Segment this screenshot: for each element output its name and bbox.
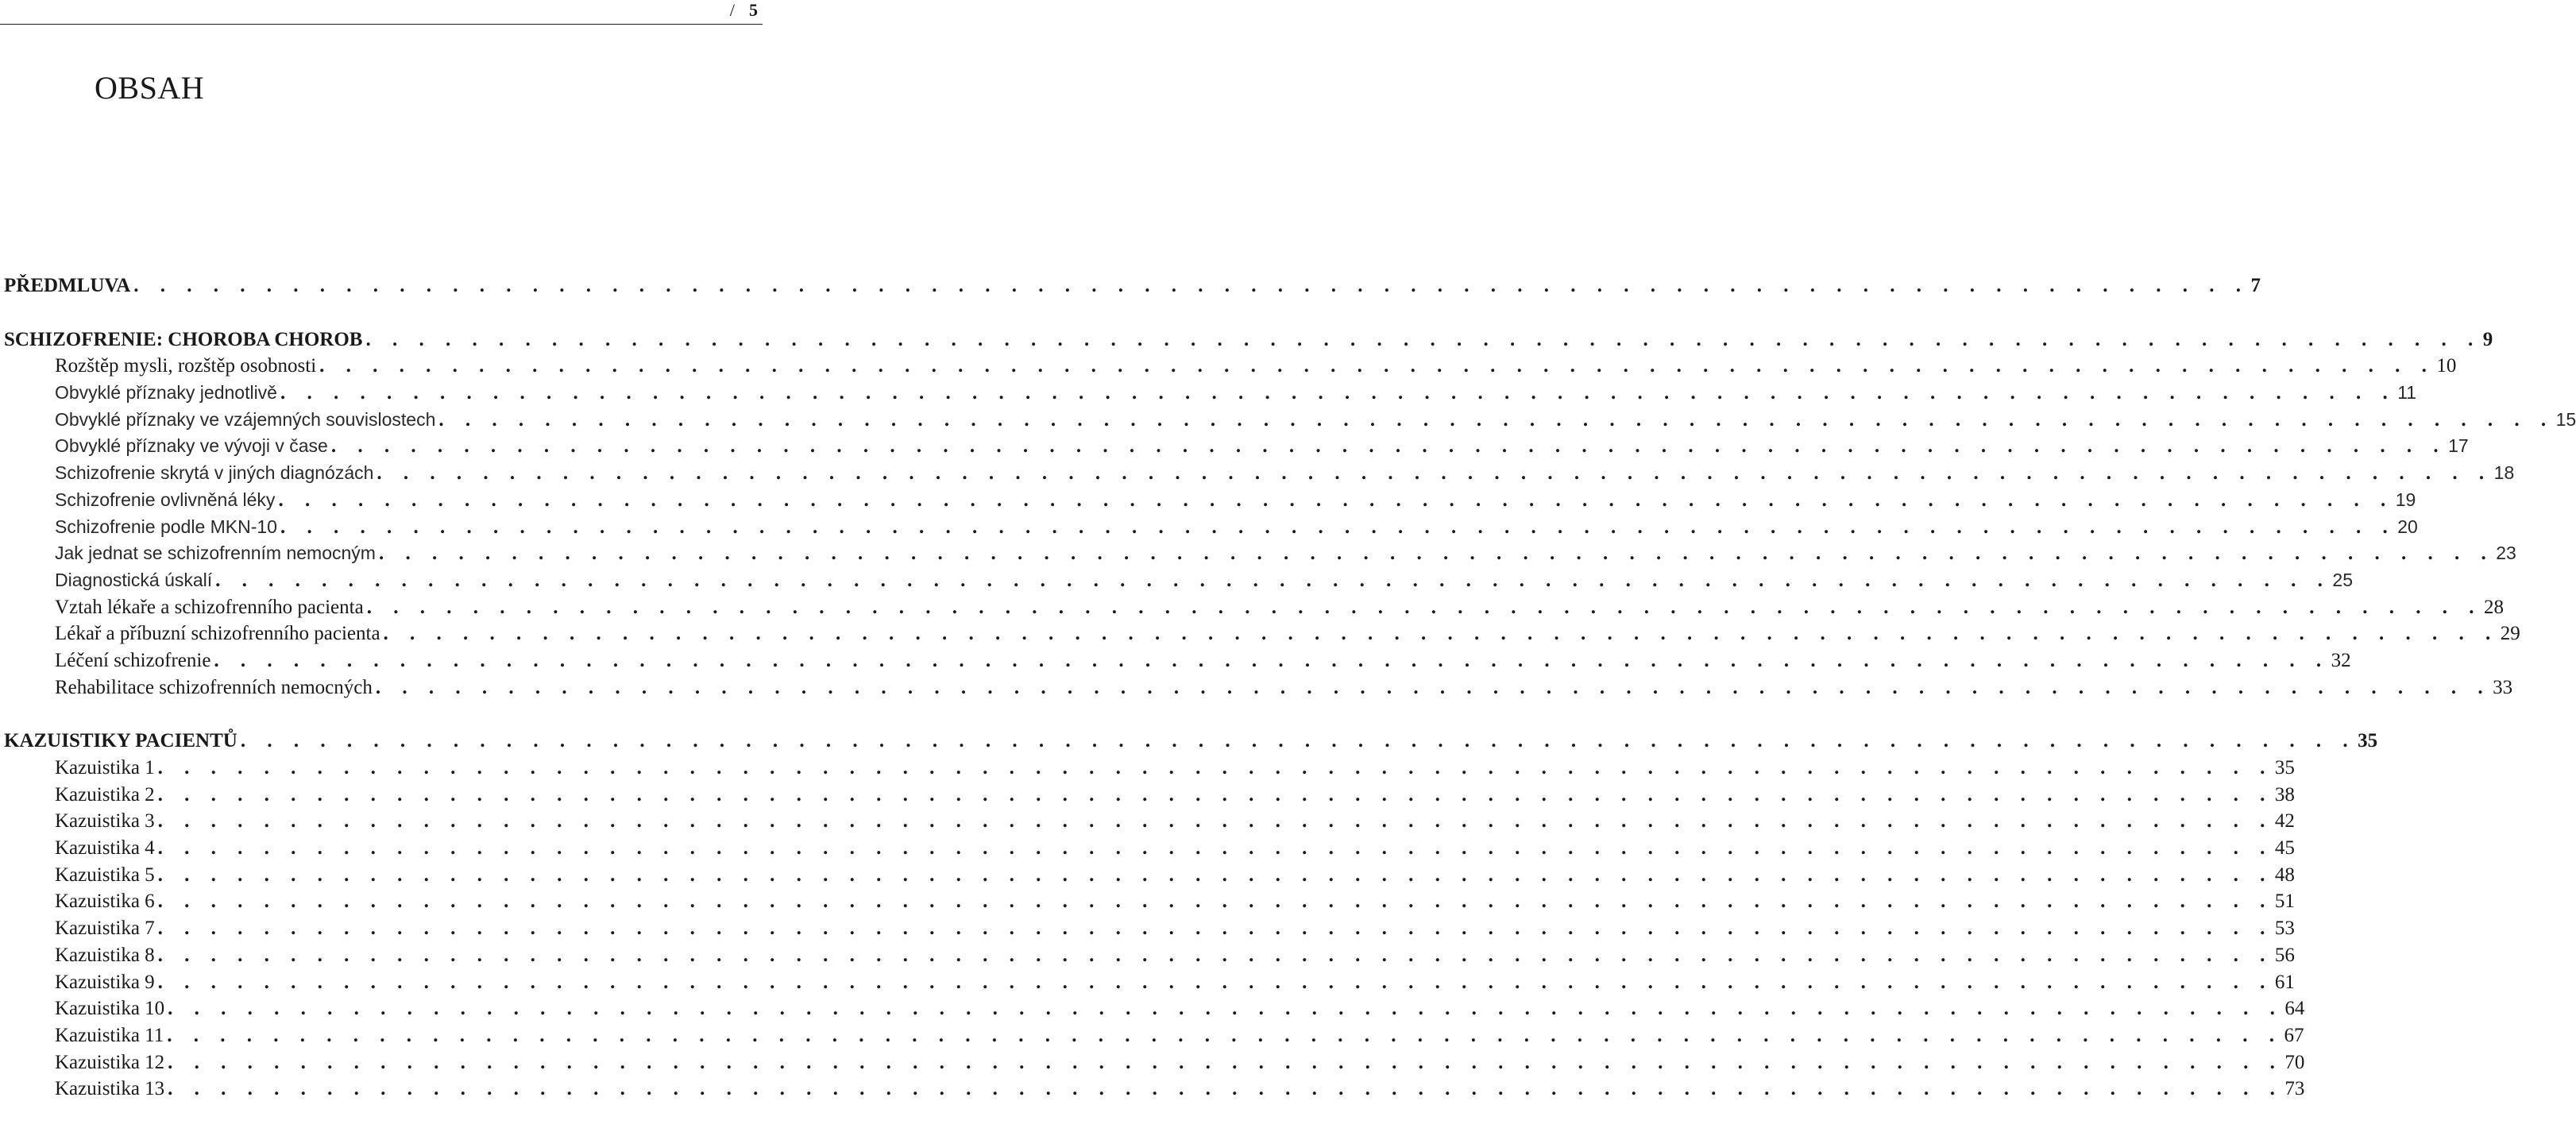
toc-entry-label: Kazuistika 13	[55, 1078, 165, 1100]
toc-page-number: 7	[2250, 275, 2261, 296]
dot-leader: . . . . . . . . . . . . . . . . . . . . . . . . . . . . . . . . . . . . . . . . . . . . . . . . . . . . . . . . . . . . . . . . . . . . . . . . . . . . . . . .	[157, 783, 2273, 806]
dot-leader: . . . . . . . . . . . . . . . . . . . . . . . . . . . . . . . . . . . . . . . . . . . . . . . . . . . . . . . . . . . . . . . . . . . . . . . . . . . . . . . .	[157, 810, 2273, 833]
toc-page-number: 28	[2483, 596, 2504, 618]
toc-page-number: 9	[2482, 328, 2493, 350]
dot-leader: . . . . . . . . . . . . . . . . . . . . . . . . . . . . . . . . . . . . . . . . . . . . . . . . . . . . . . . . . . . . . . . . . . . . . . . . . . . . . . . .	[240, 730, 2357, 752]
toc-page-number: 15	[2555, 408, 2576, 430]
toc-page-number: 35	[2274, 757, 2295, 778]
dot-leader: . . . . . . . . . . . . . . . . . . . . . . . . . . . . . . . . . . . . . . . . . . . . . . . . . . . . . . . . . . . . . . . . . . . . . . . . . . . . . . . .	[157, 918, 2273, 940]
toc-section-heading[interactable]	[4, 275, 2261, 302]
toc-entry[interactable]	[4, 569, 2353, 597]
toc-page-number: 70	[2284, 1051, 2305, 1073]
toc-page-number: 33	[2493, 676, 2513, 698]
toc-section-heading[interactable]	[4, 730, 2378, 757]
toc-entry-label: Kazuistika 9	[55, 971, 155, 993]
page-number-header	[730, 0, 758, 21]
table-of-contents	[4, 275, 2576, 1132]
dot-leader: . . . . . . . . . . . . . . . . . . . . . . . . . . . . . . . . . . . . . . . . . . . . . . . . . . . . . . . . . . . . . . . . . . . . . . . . . . . . . . . .	[157, 837, 2273, 860]
toc-page-number: 64	[2284, 998, 2305, 1020]
dot-leader: . . . . . . . . . . . . . . . . . . . . . . . . . . . . . . . . . . . . . . . . . . . . . . . . . . . . . . . . . . . . . . . . . . . . . . . . . . . . . . . .	[168, 998, 2284, 1020]
toc-entry[interactable]	[4, 971, 2295, 999]
toc-entry-label: Kazuistika 1	[55, 757, 155, 778]
page-number: 5	[749, 0, 758, 20]
toc-entry[interactable]	[4, 863, 2295, 891]
dot-leader: . . . . . . . . . . . . . . . . . . . . . . . . . . . . . . . . . . . . . . . . . . . . . . . . . . . . . . . . . . . . . . . . . . . . . . . . . . . . . . . .	[167, 1024, 2283, 1046]
toc-entry[interactable]	[4, 462, 2515, 489]
toc-entry-label: Rehabilitace schizofrenních nemocných	[55, 676, 373, 698]
toc-entry-label: Kazuistika 3	[55, 810, 155, 833]
toc-page-number: 56	[2274, 944, 2295, 966]
toc-entry-label: SCHIZOFRENIE: CHOROBA CHOROB	[4, 328, 363, 350]
toc-page-number: 51	[2274, 891, 2295, 913]
toc-entry-label: Kazuistika 5	[55, 863, 155, 886]
dot-leader: . . . . . . . . . . . . . . . . . . . . . . . . . . . . . . . . . . . . . . . . . . . . . . . . . . . . . . . . . . . . . . . . . . . . . . . . . . . . . . . .	[383, 623, 2499, 645]
toc-entry-label: Kazuistika 6	[55, 891, 155, 913]
dot-leader: . . . . . . . . . . . . . . . . . . . . . . . . . . . . . . . . . . . . . . . . . . . . . . . . . . . . . . . . . . . . . . . . . . . . . . . . . . . . . . . .	[168, 1078, 2284, 1100]
dot-leader: . . . . . . . . . . . . . . . . . . . . . . . . . . . . . . . . . . . . . . . . . . . . . . . . . . . . . . . . . . . . . . . . . . . . . . . . . . . . . . . .	[157, 863, 2273, 886]
toc-entry[interactable]	[4, 783, 2295, 811]
toc-entry-label: Obvyklé příznaky jednotlivě	[55, 382, 277, 404]
toc-page-number: 38	[2274, 783, 2295, 806]
toc-entry[interactable]	[4, 382, 2417, 409]
dot-leader: . . . . . . . . . . . . . . . . . . . . . . . . . . . . . . . . . . . . . . . . . . . . . . . . . . . . . . . . . . . . . . . . . . . . . . . . . . . . . . . .	[157, 944, 2273, 966]
toc-section	[4, 730, 2378, 1105]
dot-leader: . . . . . . . . . . . . . . . . . . . . . . . . . . . . . . . . . . . . . . . . . . . . . . . . . . . . . . . . . . . . . . . . . . . . . . . . . . . . . . . .	[366, 596, 2482, 618]
dot-leader: . . . . . . . . . . . . . . . . . . . . . . . . . . . . . . . . . . . . . . . . . . . . . . . . . . . . . . . . . . . . . . . . . . . . . . . . . . . . . . . .	[280, 516, 2396, 538]
toc-entry-label: Kazuistika 8	[55, 944, 155, 966]
dot-leader: . . . . . . . . . . . . . . . . . . . . . . . . . . . . . . . . . . . . . . . . . . . . . . . . . . . . . . . . . . . . . . . . . . . . . . . . . . . . . . . .	[157, 757, 2273, 778]
toc-entry[interactable]	[4, 623, 2520, 650]
toc-entry-label: Kazuistika 2	[55, 783, 155, 806]
toc-page-number: 10	[2436, 355, 2457, 377]
dot-leader: . . . . . . . . . . . . . . . . . . . . . . . . . . . . . . . . . . . . . . . . . . . . . . . . . . . . . . . . . . . . . . . . . . . . . . . . . . . . . . . .	[157, 971, 2273, 993]
toc-page-number: 29	[2500, 623, 2520, 645]
toc-page-number: 42	[2274, 810, 2295, 833]
toc-entry-label: Rozštěp mysli, rozštěp osobnosti	[55, 355, 317, 377]
toc-entry[interactable]	[4, 435, 2469, 462]
toc-section	[4, 328, 2576, 704]
toc-entry[interactable]	[4, 543, 2516, 570]
dot-leader: . . . . . . . . . . . . . . . . . . . . . . . . . . . . . . . . . . . . . . . . . . . . . . . . . . . . . . . . . . . . . . . . . . . . . . . . . . . . . . . .	[377, 462, 2493, 485]
toc-page-number: 53	[2274, 918, 2295, 940]
toc-entry-label: Schizofrenie ovlivněná léky	[55, 489, 276, 510]
toc-entry-label: KAZUISTIKY PACIENTŮ	[4, 730, 238, 752]
toc-page-number: 73	[2284, 1078, 2305, 1100]
toc-entry-label: Léčení schizofrenie	[55, 649, 211, 671]
toc-entry-label: Schizofrenie skrytá v jiných diagnózách	[55, 462, 374, 484]
dot-leader: . . . . . . . . . . . . . . . . . . . . . . . . . . . . . . . . . . . . . . . . . . . . . . . . . . . . . . . . . . . . . . . . . . . . . . . . . . . . . . . .	[438, 408, 2555, 431]
toc-page-number: 35	[2358, 730, 2378, 752]
toc-entry-label: Lékař a příbuzní schizofrenního pacienta	[55, 623, 380, 645]
dot-leader: . . . . . . . . . . . . . . . . . . . . . . . . . . . . . . . . . . . . . . . . . . . . . . . . . . . . . . . . . . . . . . . . . . . . . . . . . . . . . . . .	[214, 649, 2330, 671]
toc-entry-label: Kazuistika 7	[55, 918, 155, 940]
toc-page-number: 11	[2397, 382, 2417, 404]
toc-page-number: 25	[2332, 569, 2353, 590]
toc-page-number: 67	[2284, 1024, 2304, 1046]
toc-entry[interactable]	[4, 1051, 2305, 1079]
toc-entry[interactable]	[4, 944, 2295, 972]
toc-entry-label: Kazuistika 10	[55, 998, 165, 1020]
toc-entry[interactable]	[4, 1024, 2304, 1052]
toc-entry-label: Kazuistika 12	[55, 1051, 165, 1073]
toc-page-number: 18	[2493, 462, 2515, 484]
dot-leader: . . . . . . . . . . . . . . . . . . . . . . . . . . . . . . . . . . . . . . . . . . . . . . . . . . . . . . . . . . . . . . . . . . . . . . . . . . . . . . . .	[133, 275, 2250, 296]
toc-entry[interactable]	[4, 998, 2305, 1025]
toc-page-number: 32	[2331, 649, 2351, 671]
toc-entry-label: Diagnostická úskalí	[55, 569, 213, 590]
toc-page-number: 23	[2496, 543, 2516, 564]
dot-leader: . . . . . . . . . . . . . . . . . . . . . . . . . . . . . . . . . . . . . . . . . . . . . . . . . . . . . . . . . . . . . . . . . . . . . . . . . . . . . . . .	[168, 1051, 2284, 1073]
toc-entry[interactable]	[4, 757, 2295, 784]
toc-entry[interactable]	[4, 918, 2295, 945]
dot-leader: . . . . . . . . . . . . . . . . . . . . . . . . . . . . . . . . . . . . . . . . . . . . . . . . . . . . . . . . . . . . . . . . . . . . . . . . . . . . . . . .	[378, 543, 2495, 565]
toc-entry-label: Vztah lékaře a schizofrenního pacienta	[55, 596, 364, 618]
toc-entry[interactable]	[4, 649, 2351, 677]
dot-leader: . . . . . . . . . . . . . . . . . . . . . . . . . . . . . . . . . . . . . . . . . . . . . . . . . . . . . . . . . . . . . . . . . . . . . . . . . . . . . . . .	[280, 382, 2396, 404]
toc-entry-label: Jak jednat se schizofrenním nemocným	[55, 543, 376, 564]
header-separator: /	[729, 0, 735, 20]
toc-page-number: 45	[2274, 837, 2295, 860]
toc-entry[interactable]	[4, 1078, 2305, 1105]
toc-entry[interactable]	[4, 676, 2513, 704]
toc-entry-label: PŘEDMLUVA	[4, 275, 131, 296]
toc-entry[interactable]	[4, 596, 2504, 624]
toc-page-number: 20	[2397, 516, 2418, 537]
toc-section-heading[interactable]	[4, 328, 2493, 356]
dot-leader: . . . . . . . . . . . . . . . . . . . . . . . . . . . . . . . . . . . . . . . . . . . . . . . . . . . . . . . . . . . . . . . . . . . . . . . . . . . . . . . .	[319, 355, 2435, 377]
dot-leader: . . . . . . . . . . . . . . . . . . . . . . . . . . . . . . . . . . . . . . . . . . . . . . . . . . . . . . . . . . . . . . . . . . . . . . . . . . . . . . . .	[365, 328, 2481, 350]
toc-entry[interactable]	[4, 516, 2418, 543]
toc-page-number: 17	[2448, 435, 2469, 457]
toc-entry[interactable]	[4, 891, 2295, 918]
toc-entry-label: Schizofrenie podle MKN-10	[55, 516, 277, 537]
toc-entry-label: Obvyklé příznaky ve vývoji v čase	[55, 435, 328, 457]
toc-entry-label: Kazuistika 11	[55, 1024, 164, 1046]
toc-page-number: 48	[2274, 863, 2295, 886]
dot-leader: . . . . . . . . . . . . . . . . . . . . . . . . . . . . . . . . . . . . . . . . . . . . . . . . . . . . . . . . . . . . . . . . . . . . . . . . . . . . . . . .	[375, 676, 2492, 698]
toc-entry-label: Kazuistika 4	[55, 837, 155, 860]
toc-page-number: 19	[2395, 489, 2416, 510]
toc-entry-label: Obvyklé příznaky ve vzájemných souvislostech	[55, 408, 436, 430]
toc-page-number: 61	[2274, 971, 2295, 993]
dot-leader: . . . . . . . . . . . . . . . . . . . . . . . . . . . . . . . . . . . . . . . . . . . . . . . . . . . . . . . . . . . . . . . . . . . . . . . . . . . . . . . .	[330, 435, 2447, 458]
toc-entry[interactable]	[4, 837, 2295, 864]
toc-entry[interactable]	[4, 810, 2295, 837]
page-title: OBSAH	[95, 69, 205, 106]
toc-entry[interactable]	[4, 489, 2416, 516]
toc-section	[4, 275, 2261, 302]
toc-entry[interactable]	[4, 408, 2576, 436]
dot-leader: . . . . . . . . . . . . . . . . . . . . . . . . . . . . . . . . . . . . . . . . . . . . . . . . . . . . . . . . . . . . . . . . . . . . . . . . . . . . . . . .	[278, 489, 2394, 511]
dot-leader: . . . . . . . . . . . . . . . . . . . . . . . . . . . . . . . . . . . . . . . . . . . . . . . . . . . . . . . . . . . . . . . . . . . . . . . . . . . . . . . .	[157, 891, 2273, 913]
dot-leader: . . . . . . . . . . . . . . . . . . . . . . . . . . . . . . . . . . . . . . . . . . . . . . . . . . . . . . . . . . . . . . . . . . . . . . . . . . . . . . . .	[215, 569, 2331, 591]
header-rule	[0, 24, 763, 25]
toc-entry[interactable]	[4, 355, 2457, 382]
